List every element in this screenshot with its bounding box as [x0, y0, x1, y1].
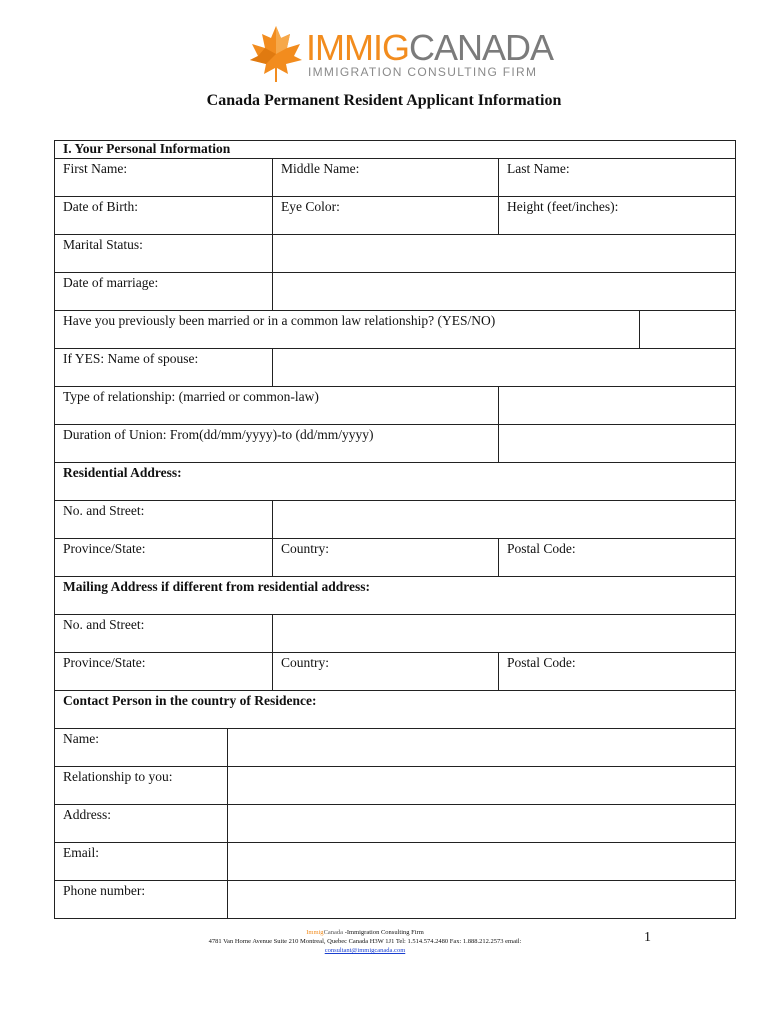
contact-relationship-field[interactable] [228, 767, 736, 805]
mailing-street-field[interactable] [273, 615, 736, 653]
section-personal-header: I. Your Personal Information [55, 141, 736, 159]
footer-firm: -Immigration Consulting Firm [343, 929, 424, 936]
mailing-street-label: No. and Street: [55, 615, 273, 653]
mailing-address-header: Mailing Address if different from residential address: [55, 577, 736, 615]
logo-word-part2: CANADA [408, 27, 554, 68]
residential-address-header: Residential Address: [55, 463, 736, 501]
residential-street-label: No. and Street: [55, 501, 273, 539]
height-field[interactable]: Height (feet/inches): [499, 197, 736, 235]
contact-name-label: Name: [55, 729, 228, 767]
spouse-name-label: If YES: Name of spouse: [55, 349, 273, 387]
footer-email-link[interactable]: consultant@immigcanada.com [324, 947, 406, 954]
company-logo [246, 24, 554, 84]
footer-brand-line [160, 928, 570, 937]
maple-leaf-icon [246, 24, 306, 84]
mailing-country-field[interactable]: Country: [273, 653, 499, 691]
contact-email-field[interactable] [228, 843, 736, 881]
marital-status-label: Marital Status: [55, 235, 273, 273]
contact-email-label: Email: [55, 843, 228, 881]
contact-name-field[interactable] [228, 729, 736, 767]
last-name-field[interactable]: Last Name: [499, 159, 736, 197]
union-duration-field[interactable] [499, 425, 736, 463]
residential-street-field[interactable] [273, 501, 736, 539]
marital-status-field[interactable] [273, 235, 736, 273]
union-duration-label: Duration of Union: From(dd/mm/yyyy)-to (dd/mm/yyyy) [55, 425, 499, 463]
footer-address: 4781 Van Horne Avenue Suite 210 Montreal, Quebec Canada H3W 1J1 Tel: 1.514.574.2480 Fax: 1.888.212.2573 email: [208, 938, 522, 945]
contact-address-field[interactable] [228, 805, 736, 843]
logo-wordmark [306, 28, 553, 68]
date-of-marriage-label: Date of marriage: [55, 273, 273, 311]
date-of-marriage-field[interactable] [273, 273, 736, 311]
footer-brand-part2: Canada [323, 929, 344, 936]
logo-subtitle: IMMIGRATION CONSULTING FIRM [308, 65, 538, 79]
contact-relationship-label: Relationship to you: [55, 767, 228, 805]
residential-postal-field[interactable]: Postal Code: [499, 539, 736, 577]
relationship-type-field[interactable] [499, 387, 736, 425]
document-title: Canada Permanent Resident Applicant Information [206, 92, 562, 109]
relationship-type-label: Type of relationship: (married or common-law) [55, 387, 499, 425]
contact-address-label: Address: [55, 805, 228, 843]
dob-field[interactable]: Date of Birth: [55, 197, 273, 235]
mailing-postal-field[interactable]: Postal Code: [499, 653, 736, 691]
previously-married-field[interactable] [640, 311, 736, 349]
logo-word-part1: IMMIG [306, 27, 409, 68]
first-name-field[interactable]: First Name: [55, 159, 273, 197]
previously-married-label: Have you previously been married or in a common law relationship? (YES/NO) [55, 311, 640, 349]
footer-brand-part1: Immig [306, 929, 324, 936]
residential-country-field[interactable]: Country: [273, 539, 499, 577]
eye-color-field[interactable]: Eye Color: [273, 197, 499, 235]
contact-phone-label: Phone number: [55, 881, 228, 919]
mailing-province-field[interactable]: Province/State: [55, 653, 273, 691]
residential-province-field[interactable]: Province/State: [55, 539, 273, 577]
contact-phone-field[interactable] [228, 881, 736, 919]
contact-person-header: Contact Person in the country of Residence: [55, 691, 736, 729]
applicant-form [54, 140, 736, 919]
page-footer [160, 928, 570, 955]
spouse-name-field[interactable] [273, 349, 736, 387]
page-number: 1 [644, 930, 651, 945]
middle-name-field[interactable]: Middle Name: [273, 159, 499, 197]
